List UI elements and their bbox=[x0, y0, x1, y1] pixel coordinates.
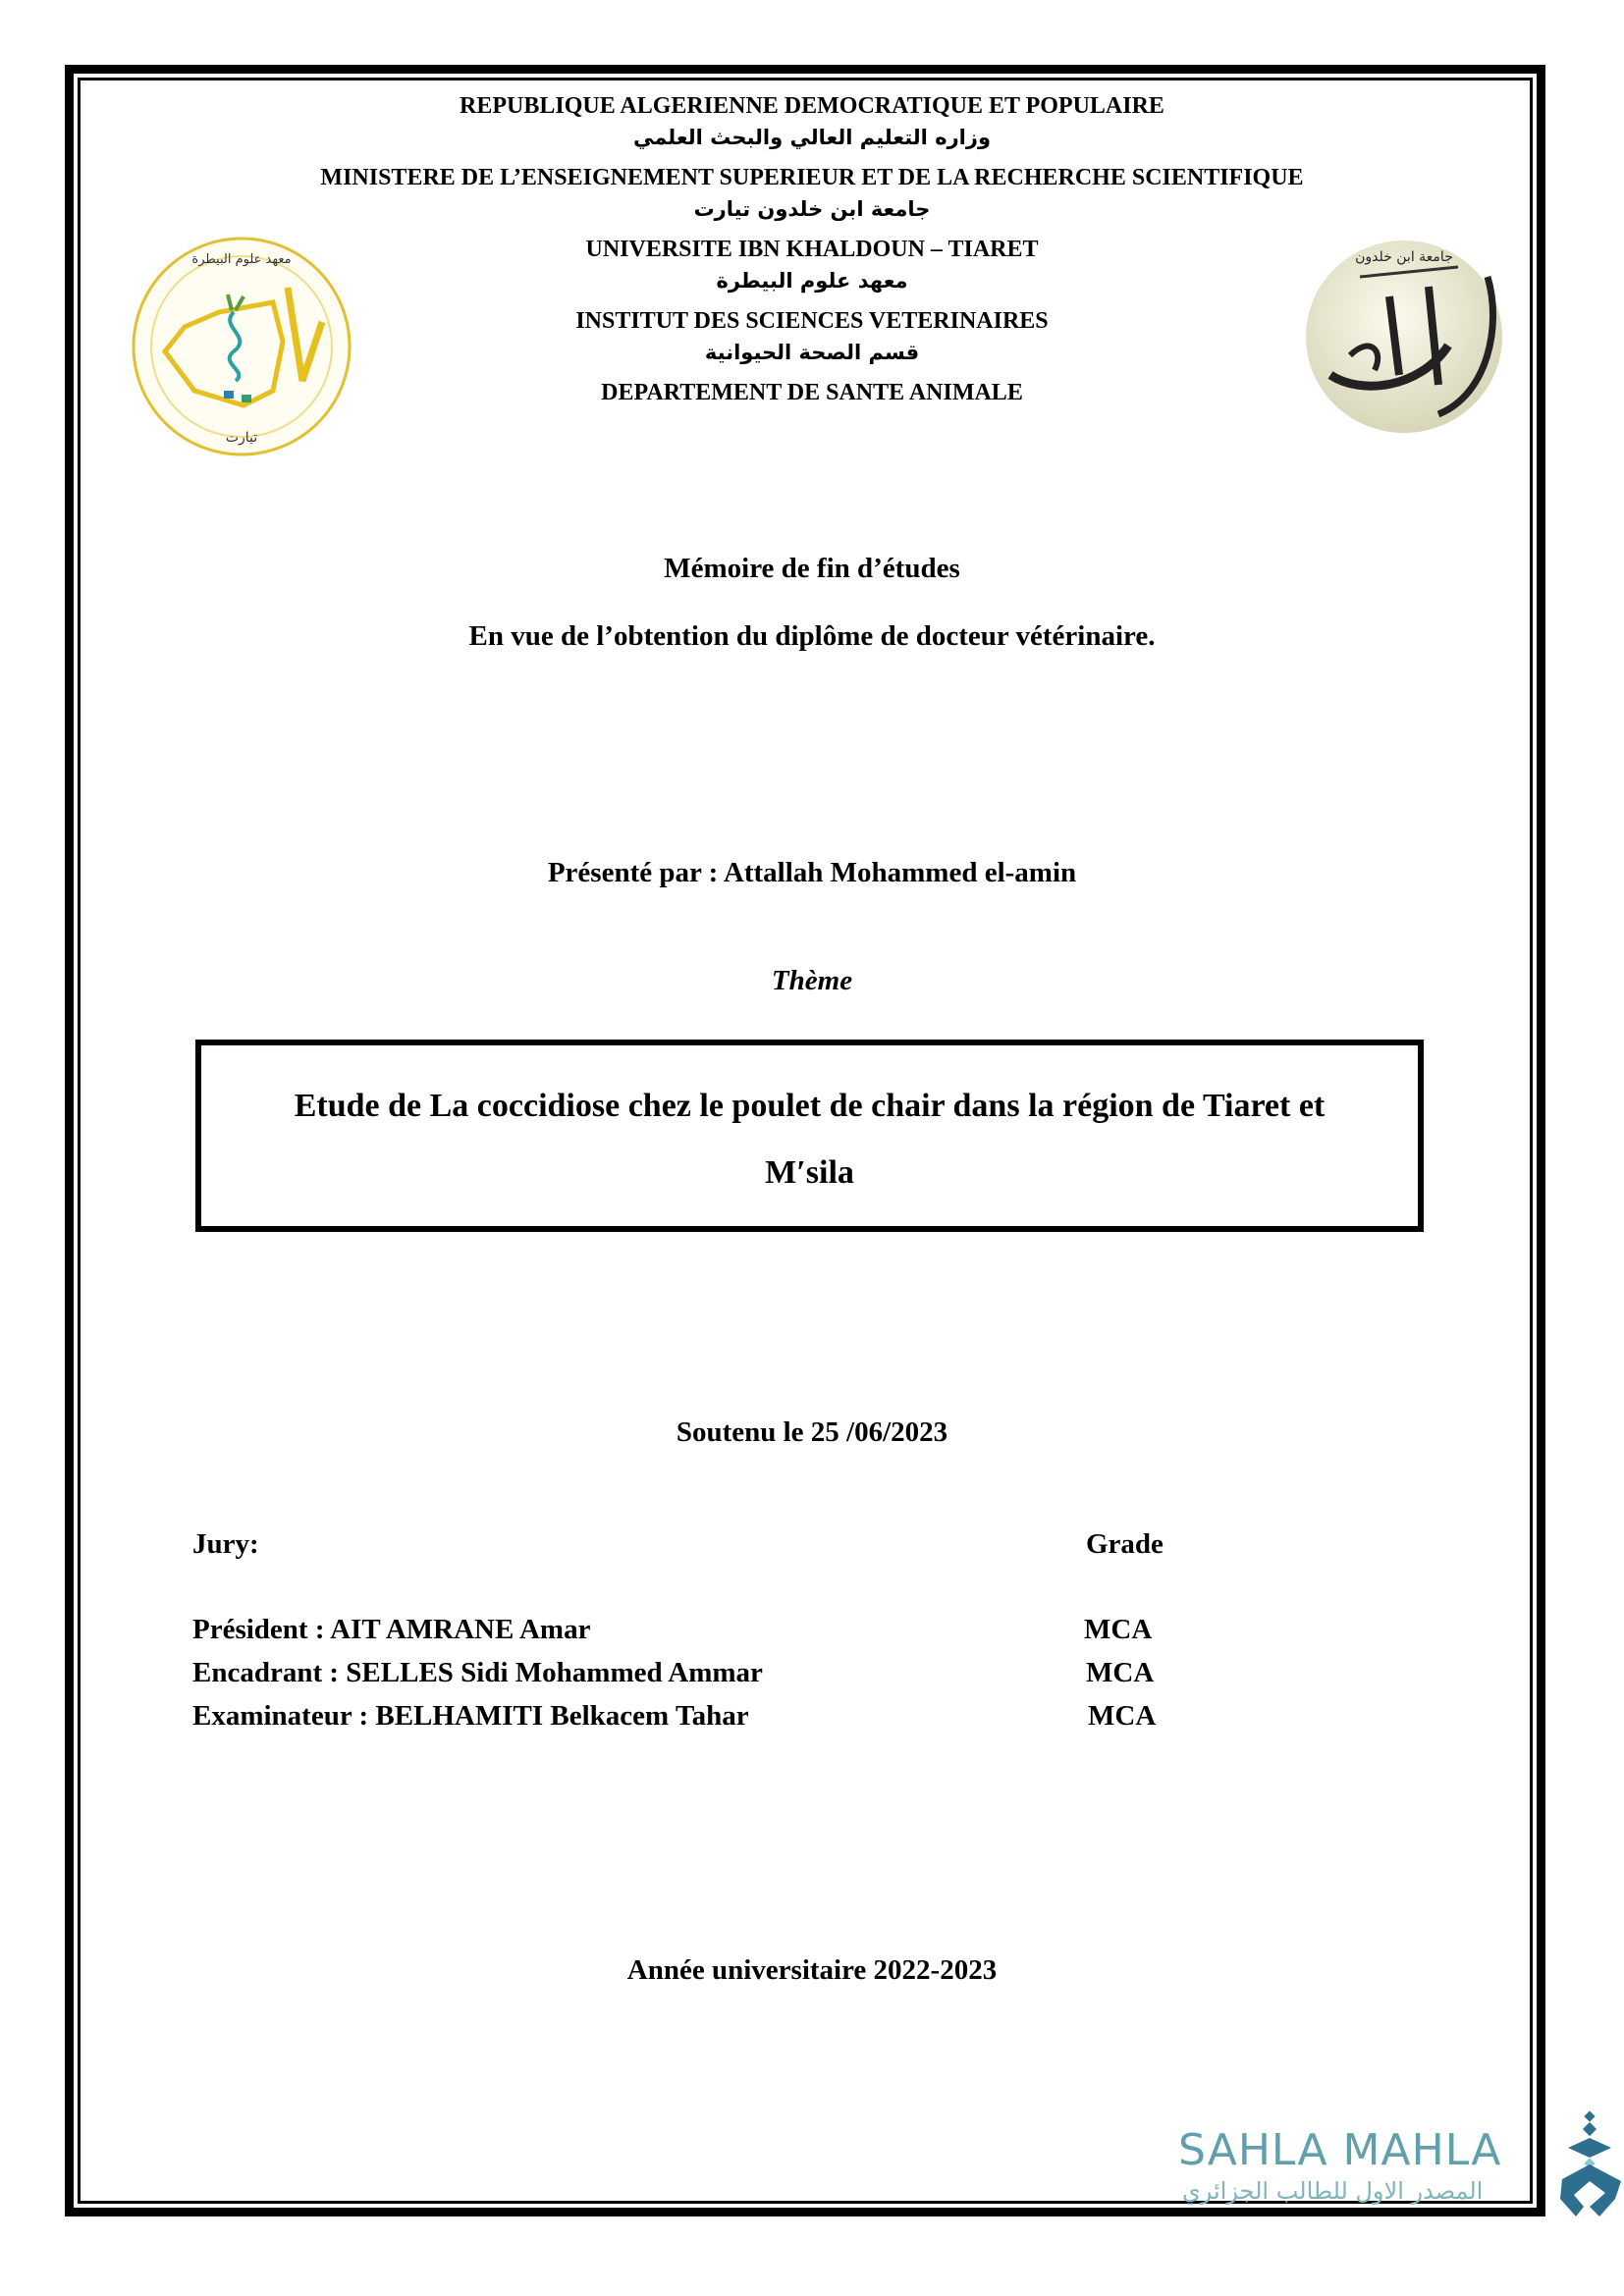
department-line: DEPARTEMENT DE SANTE ANIMALE bbox=[601, 380, 1023, 405]
theme-label: Thème bbox=[771, 965, 853, 996]
svg-text:جامعة ابن خلدون: جامعة ابن خلدون bbox=[1355, 249, 1453, 265]
jury-examiner: Examinateur : BELHAMITI Belkacem Tahar bbox=[192, 1700, 749, 1732]
veterinary-institute-logo bbox=[126, 234, 357, 459]
watermark-brand: SAHLA MAHLA bbox=[1178, 2125, 1502, 2175]
department-arabic: قسم الصحة الحيوانية bbox=[704, 341, 920, 364]
watermark-calligraphy-icon bbox=[1556, 2110, 1624, 2223]
jury-president: Président : AIT AMRANE Amar bbox=[192, 1614, 591, 1645]
presented-by: Présenté par : Attallah Mohammed el-amin bbox=[547, 857, 1077, 888]
diploma-purpose: En vue de l’obtention du diplôme de docteur vétérinaire. bbox=[468, 620, 1156, 652]
institute-arabic: معهد علوم البيطرة bbox=[716, 269, 908, 293]
theme-title-line1: Etude de La coccidiose chez le poulet de chair dans la région de Tiaret et bbox=[294, 1088, 1326, 1124]
theme-title-box bbox=[195, 1040, 1424, 1232]
svg-text:تيارت: تيارت bbox=[225, 430, 258, 446]
ministry-line: MINISTERE DE L’ENSEIGNEMENT SUPERIEUR ET DE LA RECHERCHE SCIENTIFIQUE bbox=[320, 165, 1304, 190]
watermark-tagline: المصدر الاول للطالب الجزائري bbox=[1182, 2177, 1484, 2205]
jury-label: Jury: bbox=[192, 1528, 259, 1560]
theme-title-line2: M′sila bbox=[765, 1154, 854, 1191]
jury-supervisor: Encadrant : SELLES Sidi Mohammed Ammar bbox=[192, 1657, 763, 1688]
document-type: Mémoire de fin d’études bbox=[664, 553, 960, 584]
defense-date: Soutenu le 25 /06/2023 bbox=[676, 1416, 948, 1448]
academic-year: Année universitaire 2022-2023 bbox=[626, 1954, 998, 1986]
university-logo bbox=[1291, 228, 1517, 446]
ministry-arabic: وزاره التعليم العالي والبحث العلمي bbox=[632, 126, 992, 149]
university-arabic: جامعة ابن خلدون تيارت bbox=[693, 197, 931, 221]
jury-examiner-grade: MCA bbox=[1088, 1700, 1157, 1732]
republic-line: REPUBLIQUE ALGERIENNE DEMOCRATIQUE ET POPULAIRE bbox=[460, 93, 1164, 119]
jury-president-grade: MCA bbox=[1084, 1614, 1153, 1645]
jury-supervisor-grade: MCA bbox=[1086, 1657, 1155, 1688]
university-line: UNIVERSITE IBN KHALDOUN – TIARET bbox=[585, 237, 1039, 262]
svg-text:معهد علوم البيطرة: معهد علوم البيطرة bbox=[191, 252, 292, 267]
institute-line: INSTITUT DES SCIENCES VETERINAIRES bbox=[575, 308, 1049, 334]
grade-label: Grade bbox=[1086, 1528, 1164, 1560]
